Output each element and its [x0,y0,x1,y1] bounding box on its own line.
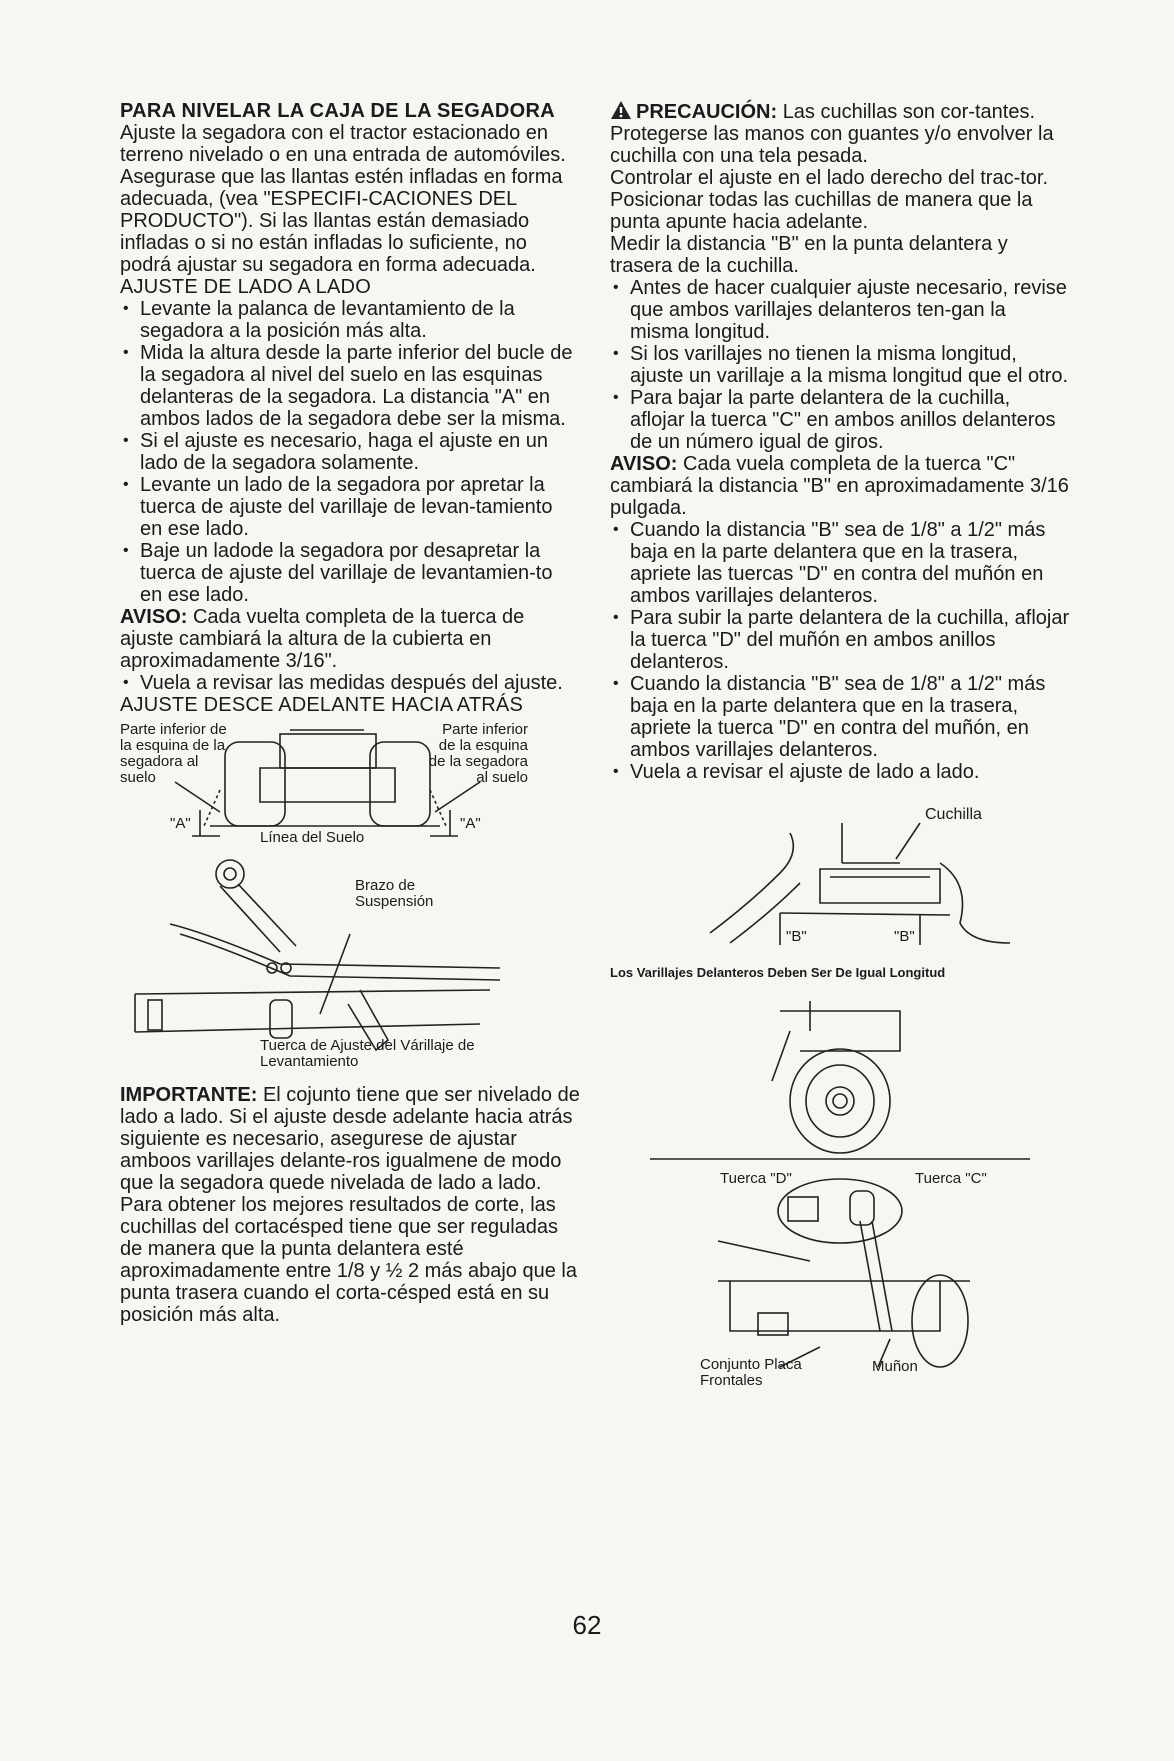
front-back-steps-b [610,519,1070,783]
caution-label: PRECAUCIÓN: [636,101,778,123]
ground-line-label: Línea del Suelo [260,829,365,846]
front-nuts-figure [610,1171,1070,1391]
dimension-a-right: "A" [460,815,481,832]
list-item: • Antes de hacer cualquier ajuste necesario, revise que ambos varillajes delanteros ten-gan la misma longitud. [610,277,1070,343]
recheck-item: • Vuela a revisar las medidas después del ajuste. [120,672,580,694]
list-item: • Para bajar la parte delantera de la cuchilla, aflojar la tuerca "C" en ambos anillos delanteros de un número igual de giros. [610,387,1070,453]
front-wheel-figure [610,991,1070,1161]
list-item: • Para subir la parte delantera de la cuchilla, aflojar la tuerca "D" del muñón en ambos anillos delanteros. [610,607,1070,673]
dimension-b-rear: "B" [894,928,915,945]
corner-label-right: Parte inferior de la esquina de la segadora al suelo [428,721,528,786]
side-to-side-steps [120,298,580,606]
suspension-arm-label: Brazo de Suspensión [355,877,434,910]
notice-label: AVISO: [120,606,188,628]
list-item: • Baje un ladode la segadora por desapretar la tuerca de ajuste del varillaje de levantamien-to en ese lado. [120,540,580,606]
front-back-steps-a [610,277,1070,453]
right-notice-paragraph [610,453,1070,519]
important-paragraph [120,1084,580,1194]
list-item: • Cuando la distancia "B" sea de 1/8" a 1/2" más baja en la parte delantera que en la trasera, apriete la tuerca "D" en contra del muñón, en ambos varillajes delanteros. [610,673,1070,761]
right-notice-label: AVISO: [610,453,678,475]
important-label: IMPORTANTE: [120,1084,258,1106]
list-item: • Si los varillajes no tienen la misma longitud, ajuste un varillaje a la misma longitud que el otro. [610,343,1070,387]
notice-paragraph [120,606,580,672]
right-notice-text: Cada vuela completa de la tuerca "C" cambiará la distancia "B" en aproximadamente 3/16 pulgada. [610,453,1069,519]
caution-paragraph [610,100,1070,167]
dimension-b-front: "B" [786,928,807,945]
list-item: • Levante un lado de la segadora por apretar la tuerca de ajuste del varillaje de levan-tamiento en ese lado. [120,474,580,540]
nut-c-label: Tuerca "C" [915,1170,987,1187]
measure-paragraph: Medir la distancia "B" en la punta delantera y trasera de la cuchilla. [610,233,1008,277]
linkage-caption: Los Varillajes Delanteros Deben Ser De Igual Longitud [610,965,946,980]
blade-distance-illustration [610,803,1070,953]
suspension-arm-figure [120,854,520,1074]
notice-text: Cada vuelta completa de la tuerca de ajuste cambiará la altura de la cubierta en aproximadamente 3/16". [120,606,525,672]
important-text: El cojunto tiene que ser nivelado de lado a lado. Si el ajuste desde adelante hacia atrás siguiente es necesario, asegurese de ajustar amboos varillajes delante-ros igualmene de modo que la segadora quede nivelada de lado a lado. [120,1084,580,1194]
list-item: • Mida la altura desde la parte inferior del bucle de la segadora al nivel del suelo en las esquinas delanteras de la segadora. La distancia "A" en ambos lados de la segadora debe ser la misma. [120,342,580,430]
blade-label: Cuchilla [925,806,982,823]
trunnion-label: Muñon [872,1358,918,1375]
list-item: • Cuando la distancia "B" sea de 1/8" a 1/2" más baja en la parte delantera que en la trasera, apriete las tuercas "D" en contra del muñón en ambos varillajes delanteros. [610,519,1070,607]
front-wheel-illustration [610,991,1070,1161]
level-deck-heading: PARA NIVELAR LA CAJA DE LA SEGADORA [120,100,555,122]
deck-level-figure [120,721,528,848]
nut-d-label: Tuerca "D" [720,1170,792,1187]
blade-distance-figure [610,803,1070,953]
corner-label-left: Parte inferior de la esquina de la segadora al suelo [120,721,227,786]
right-column [610,100,1070,1391]
list-item: • Vuela a revisar el ajuste de lado a lado. [610,761,1070,783]
best-results-paragraph: Para obtener los mejores resultados de corte, las cuchillas del cortacésped tiene que ser reguladas de manera que la punta delantera esté aproximadamente entre 1/8 y ½ 2 más abajo que la punta trasera cuando el corta-césped está en su posición más alta. [120,1194,577,1326]
front-to-back-heading: AJUSTE DESCE ADELANTE HACIA ATRÁS [120,694,524,716]
page-number: 62 [572,1610,602,1640]
left-column [120,100,580,1326]
list-item: • Si el ajuste es necesario, haga el ajuste en un lado de la segadora solamente. [120,430,580,474]
side-to-side-heading: AJUSTE DE LADO A LADO [120,276,371,298]
level-deck-intro: Ajuste la segadora con el tractor estacionado en terreno nivelado o en una entrada de automóviles. Asegurase que las llantas estén infladas en forma adecuada, (vea "ESPECIFI-CACIONES DEL PRODUCTO"). Si las llantas están demasiado infladas o si no están infladas lo suficiente, no podrá ajustar su segadora en forma adecuada. [120,122,566,276]
warning-triangle-icon [610,100,632,120]
caution-text: Las cuchillas son cor-tantes. Protegerse las manos con guantes y/o envolver la cuchilla con una tela pesada. [610,101,1054,167]
dimension-a-left: "A" [170,815,191,832]
front-nuts-illustration [610,1171,1070,1391]
lift-nut-label: Tuerca de Ajuste del Várillaje de Levantamiento [260,1037,475,1070]
control-paragraph: Controlar el ajuste en el lado derecho del trac-tor. Posicionar todas las cuchillas de manera que la punta apunte hacia adelante. [610,167,1049,233]
plate-assembly-label: Conjunto Placa Frontales [700,1356,802,1389]
list-item: • Levante la palanca de levantamiento de la segadora a la posición más alta. [120,298,580,342]
